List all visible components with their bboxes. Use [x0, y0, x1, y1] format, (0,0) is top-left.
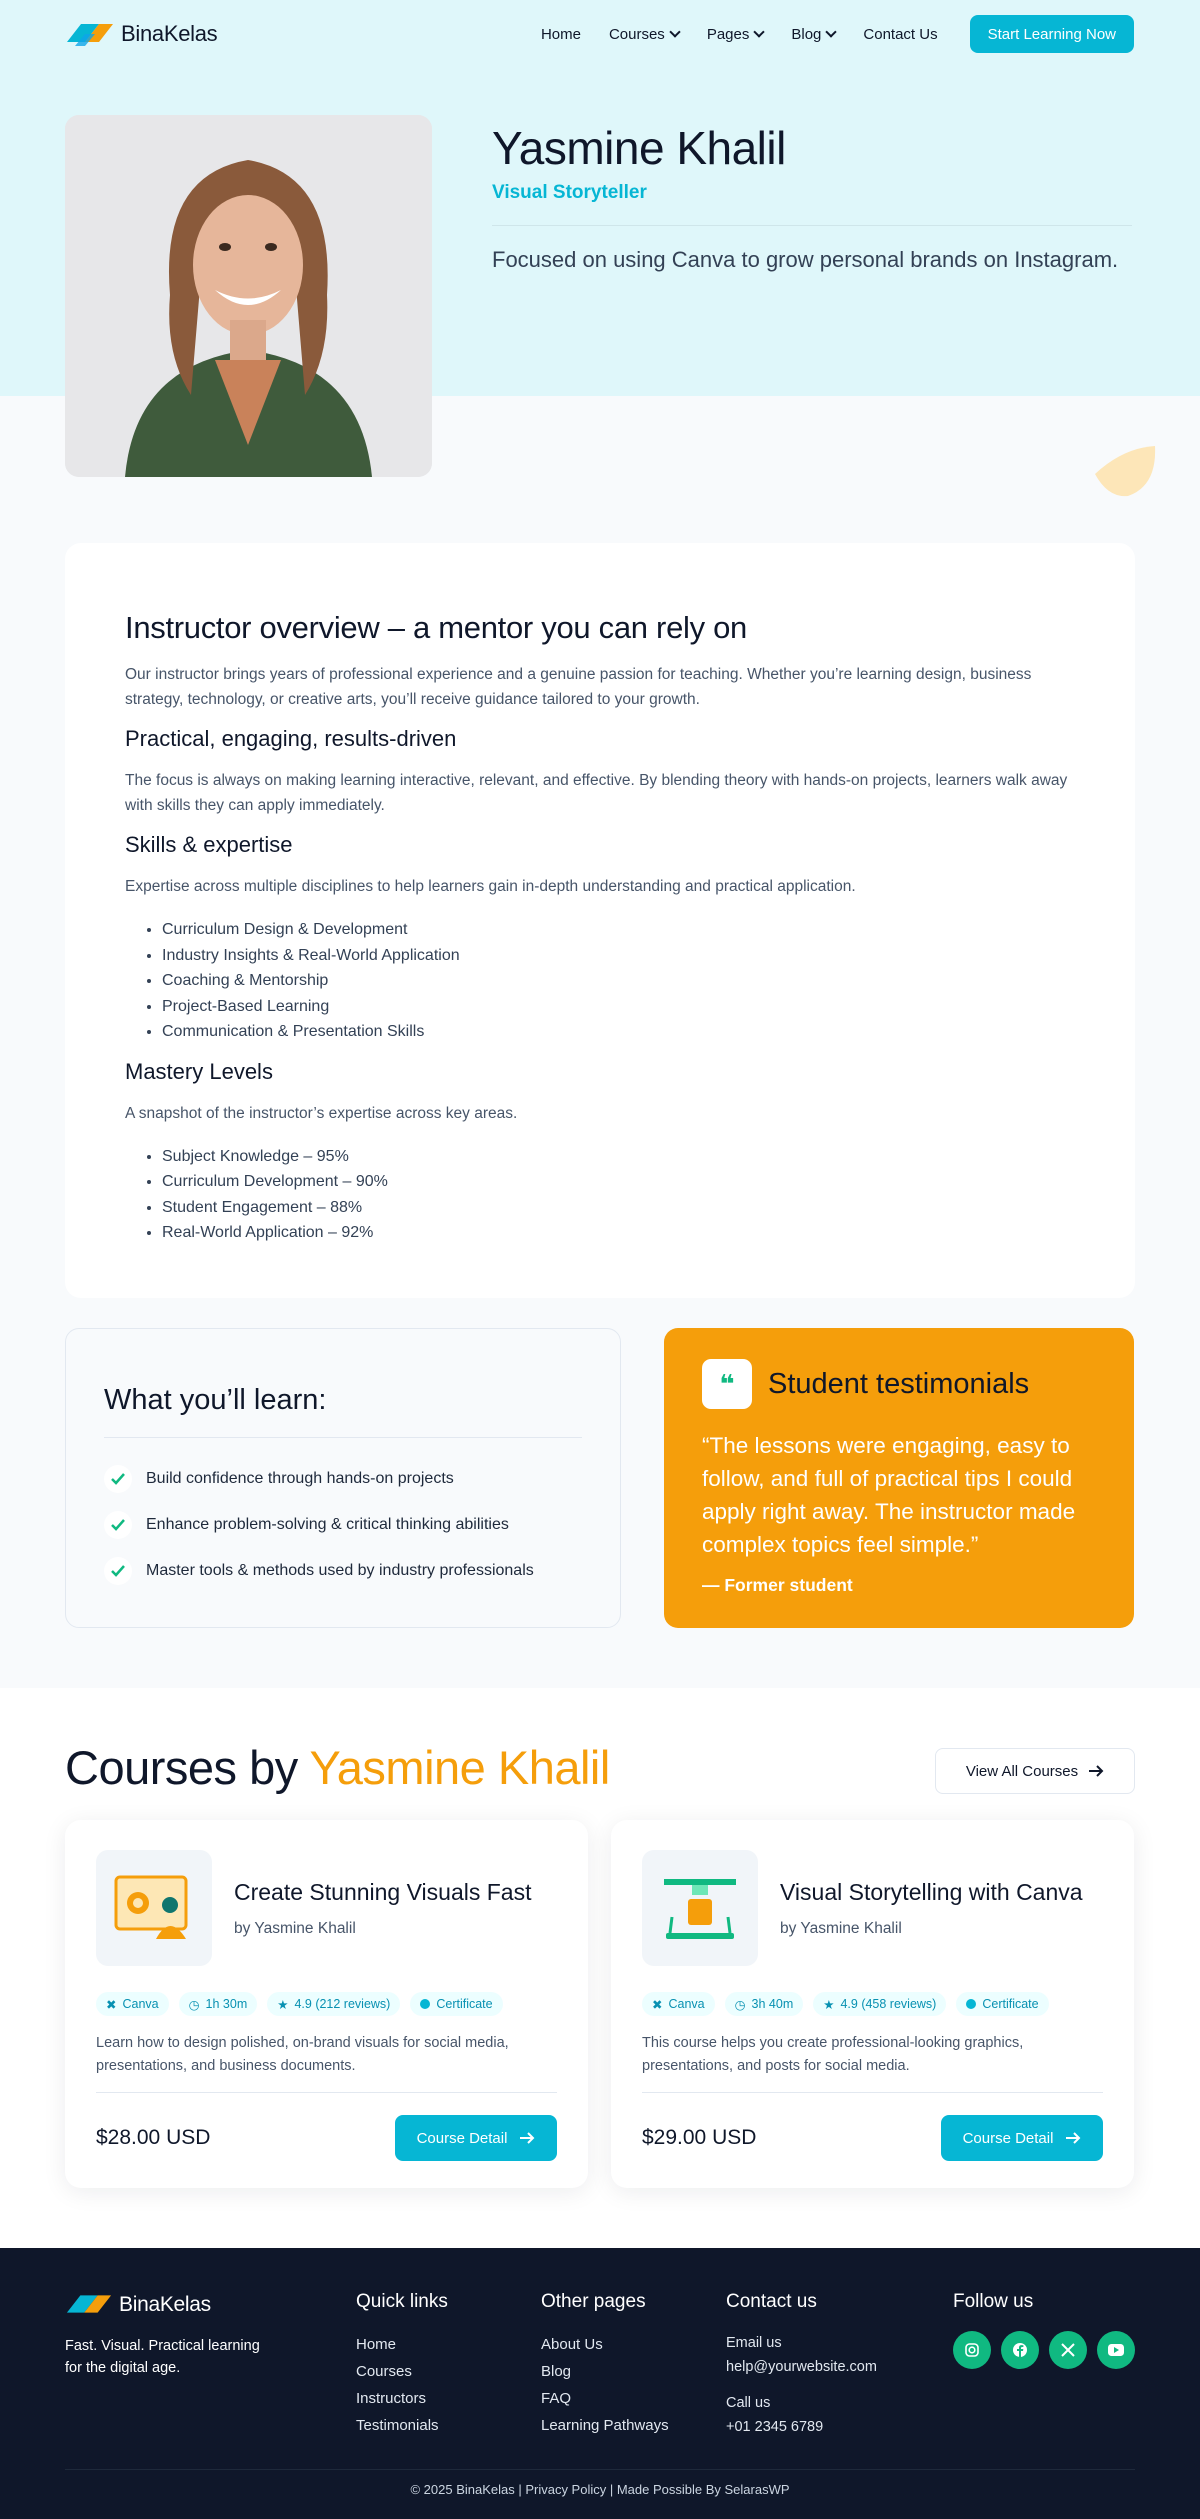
course-detail-button[interactable] — [395, 2115, 557, 2161]
duration-tag — [179, 1992, 258, 2016]
course-card[interactable] — [65, 1820, 588, 2188]
list-item: • Real-World Application – 92% — [162, 1220, 1075, 1246]
footer-link[interactable]: Blog — [541, 2363, 572, 2380]
course-price: $28.00 USD — [96, 2126, 211, 2149]
copyright: © 2025 BinaKelas | Privacy Policy | Made Possible By SelarasWP — [410, 2482, 790, 2497]
nav-pages[interactable] — [707, 26, 764, 43]
check-icon — [104, 1511, 132, 1539]
duration-label: 3h 40m — [751, 1997, 794, 2011]
instructor-role: Visual Storyteller — [492, 182, 647, 203]
phone-link[interactable]: +01 2345 6789 — [726, 2419, 824, 2435]
check-icon — [104, 1557, 132, 1585]
youtube-icon[interactable] — [1097, 2331, 1135, 2369]
course-tags — [642, 1992, 1103, 2016]
course-price: $29.00 USD — [642, 2126, 757, 2149]
quick-links-title: Quick links — [356, 2291, 448, 2312]
course-thumbnail — [96, 1850, 212, 1966]
footer-link[interactable]: Instructors — [356, 2390, 427, 2407]
footer-divider — [65, 2469, 1135, 2470]
skills-text: Expertise across multiple disciplines to help learners gain in-depth understanding and practical application. — [125, 878, 856, 895]
skills-heading: Skills & expertise — [125, 832, 293, 857]
footer-other-pages — [541, 2291, 669, 2439]
instructor-tagline: Focused on using Canva to grow personal brands on Instagram. — [492, 247, 1119, 272]
footer — [0, 2248, 1200, 2519]
nav-home[interactable] — [541, 26, 581, 43]
view-all-courses-button[interactable] — [935, 1748, 1135, 1794]
certificate-label: Certificate — [982, 1997, 1039, 2011]
arrow-right-icon — [1088, 1764, 1104, 1778]
testimonial-card — [664, 1328, 1134, 1628]
instagram-icon[interactable] — [953, 2331, 991, 2369]
mastery-list — [162, 1144, 1075, 1246]
arrow-right-icon — [1065, 2131, 1081, 2145]
nav-courses-label: Courses — [608, 25, 665, 43]
learn-item-text: Build confidence through hands-on projects — [146, 1470, 454, 1487]
learn-title: What you’ll learn: — [104, 1384, 582, 1438]
courses-heading-name: Yasmine Khalil — [309, 1741, 610, 1794]
list-item: • Industry Insights & Real-World Application — [162, 943, 1075, 969]
mastery-heading: Mastery Levels — [125, 1058, 273, 1084]
email-label: Email us — [726, 2335, 782, 2351]
logo[interactable] — [65, 20, 217, 48]
footer-link[interactable]: About Us — [541, 2336, 603, 2353]
duration-tag — [725, 1992, 804, 2016]
list-item: • Communication & Presentation Skills — [162, 1019, 1075, 1045]
nav-contact-label: Contact Us — [863, 25, 938, 43]
mastery-text: A snapshot of the instructor’s expertise across key areas. — [125, 1104, 518, 1122]
course-title[interactable]: Create Stunning Visuals Fast — [234, 1878, 532, 1905]
practical-text: The focus is always on making learning interactive, relevant, and effective. By blending theory with hands-on projects, learners walk away with skills they can apply immediately. — [125, 772, 1068, 814]
nav-blog-label: Blog — [791, 25, 822, 43]
learn-item-text: Master tools & methods used by industry professionals — [146, 1562, 534, 1579]
clock-icon: ◷ — [188, 1997, 200, 2012]
course-author: by Yasmine Khalil — [780, 1919, 902, 1937]
footer-link[interactable]: Testimonials — [356, 2417, 439, 2434]
list-item: • Curriculum Development – 90% — [162, 1169, 1075, 1195]
start-learning-button[interactable]: Start Learning Now — [970, 15, 1134, 53]
footer-logo[interactable] — [65, 2291, 265, 2319]
list-item: • Subject Knowledge – 95% — [162, 1144, 1075, 1170]
list-item: • Project-Based Learning — [162, 994, 1075, 1020]
nav-blog[interactable] — [791, 26, 835, 43]
footer-tagline: Fast. Visual. Practical learning for the digital age. — [65, 2338, 260, 2376]
nav-contact[interactable] — [863, 26, 937, 43]
facebook-icon[interactable] — [1001, 2331, 1039, 2369]
tool-icon: ✖ — [106, 1997, 117, 2012]
quote-icon: ❝ — [702, 1359, 752, 1409]
footer-quick-links — [356, 2291, 448, 2439]
footer-link[interactable]: Courses — [356, 2363, 412, 2380]
instructor-overview-card — [65, 543, 1135, 1298]
email-link[interactable]: help@yourwebsite.com — [726, 2359, 877, 2375]
chevron-down-icon — [754, 26, 765, 37]
course-detail-label: Course Detail — [962, 2129, 1054, 2147]
rating-tag — [267, 1992, 400, 2016]
list-item: • Student Engagement – 88% — [162, 1195, 1075, 1221]
list-item: • Curriculum Design & Development — [162, 917, 1075, 943]
course-tags — [96, 1992, 557, 2016]
instructor-photo — [65, 115, 432, 477]
course-description: Learn how to design polished, on-brand visuals for social media, presentations, and business documents. — [96, 2032, 557, 2093]
footer-link[interactable]: Learning Pathways — [541, 2417, 669, 2434]
logo-icon — [65, 2291, 113, 2319]
course-title[interactable]: Visual Storytelling with Canva — [780, 1878, 1083, 1905]
certificate-icon — [420, 1999, 430, 2009]
chevron-down-icon — [826, 26, 837, 37]
view-all-label: View All Courses — [965, 1762, 1079, 1780]
footer-follow — [953, 2291, 1135, 2369]
footer-link[interactable]: FAQ — [541, 2390, 572, 2407]
footer-contact — [726, 2291, 877, 2439]
testimonial-author: — Former student — [702, 1575, 853, 1595]
list-item: • Coaching & Mentorship — [162, 968, 1075, 994]
courses-heading-prefix: Courses by — [65, 1741, 298, 1794]
learn-item — [104, 1456, 582, 1502]
star-icon: ★ — [823, 1997, 835, 2012]
duration-label: 1h 30m — [205, 1997, 248, 2011]
footer-brand — [65, 2291, 265, 2379]
instructor-name: Yasmine Khalil — [492, 122, 786, 174]
rating-label: 4.9 (458 reviews) — [840, 1997, 937, 2011]
courses-heading — [65, 1740, 610, 1795]
rating-label: 4.9 (212 reviews) — [294, 1997, 391, 2011]
other-pages-title: Other pages — [541, 2291, 646, 2312]
learn-item-text: Enhance problem-solving & critical thinking abilities — [146, 1516, 509, 1533]
navbar — [65, 15, 1134, 53]
course-thumbnail — [642, 1850, 758, 1966]
tool-tag — [96, 1992, 169, 2016]
logo-text: BinaKelas — [121, 21, 218, 46]
course-author: by Yasmine Khalil — [234, 1919, 356, 1937]
overview-title: Instructor overview – a mentor you can rely on — [125, 610, 747, 645]
main-menu — [541, 15, 1134, 53]
star-icon: ★ — [277, 1997, 289, 2012]
testimonial-title: Student testimonials — [768, 1367, 1030, 1400]
testimonial-header — [702, 1359, 1096, 1409]
logo-icon — [65, 20, 115, 48]
course-detail-label: Course Detail — [416, 2129, 508, 2147]
course-card[interactable] — [611, 1820, 1134, 2188]
check-icon — [104, 1465, 132, 1493]
follow-title: Follow us — [953, 2291, 1034, 2312]
practical-heading: Practical, engaging, results-driven — [125, 726, 457, 751]
x-icon[interactable] — [1049, 2331, 1087, 2369]
testimonial-quote: “The lessons were engaging, easy to follow, and full of practical tips I could apply right away. The instructor made complex topics feel simple.” — [702, 1433, 1076, 1557]
course-description: This course helps you create professional-looking graphics, presentations, and posts for social media. — [642, 2032, 1103, 2093]
tool-icon: ✖ — [652, 1997, 663, 2012]
divider — [492, 225, 1132, 226]
hero-section — [0, 0, 1200, 396]
certificate-tag — [956, 1992, 1048, 2016]
arrow-right-icon — [519, 2131, 535, 2145]
nav-home-label: Home — [540, 25, 581, 43]
learn-item — [104, 1548, 582, 1594]
learn-item — [104, 1502, 582, 1548]
footer-link[interactable]: Home — [356, 2336, 397, 2353]
decorative-shape-icon — [1093, 446, 1158, 498]
course-detail-button[interactable] — [941, 2115, 1103, 2161]
clock-icon: ◷ — [734, 1997, 746, 2012]
what-you-learn-card — [65, 1328, 621, 1628]
tool-label: Canva — [668, 1997, 705, 2011]
contact-title: Contact us — [726, 2291, 817, 2312]
certificate-tag — [410, 1992, 502, 2016]
certificate-label: Certificate — [436, 1997, 493, 2011]
skills-list — [162, 917, 1075, 1045]
tool-label: Canva — [122, 1997, 159, 2011]
rating-tag — [813, 1992, 946, 2016]
logo-text: BinaKelas — [119, 2293, 211, 2316]
tool-tag — [642, 1992, 715, 2016]
chevron-down-icon — [669, 26, 680, 37]
certificate-icon — [966, 1999, 976, 2009]
overview-intro: Our instructor brings years of professional experience and a genuine passion for teaching. Whether you’re learning design, business strategy, technology, or creative arts, you’ll receive guidance tailored to your growth. — [125, 666, 1032, 708]
nav-pages-label: Pages — [706, 25, 750, 43]
nav-courses[interactable] — [609, 26, 679, 43]
courses-section — [0, 1688, 1200, 2248]
call-label: Call us — [726, 2395, 771, 2411]
